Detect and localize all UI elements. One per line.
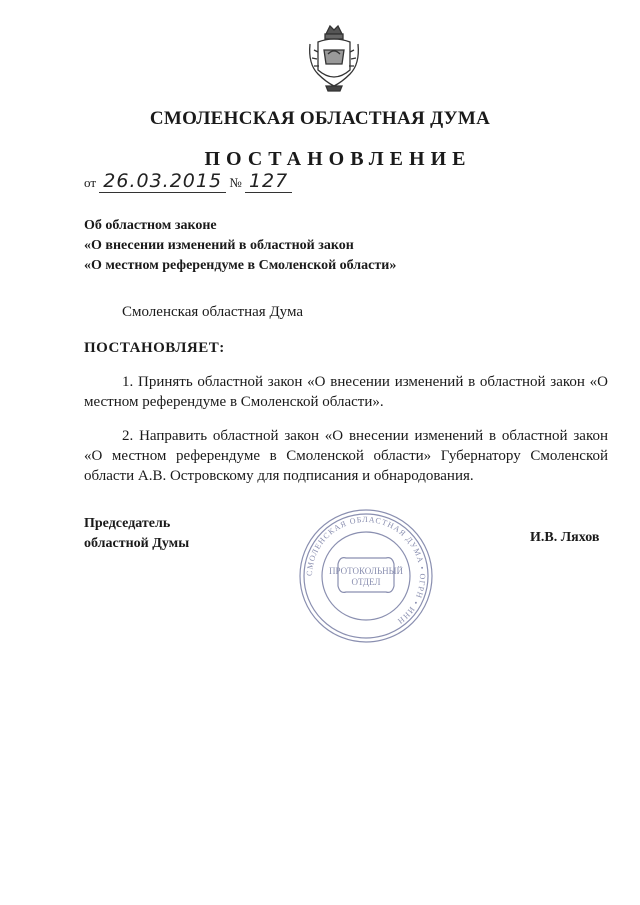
number-value: 127 — [248, 170, 289, 192]
stamp-center-line: ПРОТОКОЛЬНЫЙ — [329, 566, 403, 576]
coat-of-arms-icon — [304, 20, 364, 94]
resolution-item: 2. Направить областной закон «О внесении изменений в областной закон «О местном референдуме в Смоленской области» Губернатору Смоленской области А.В. Островскому для подписания и обнародования. — [84, 428, 608, 484]
signer-position-line: Председатель — [84, 516, 171, 531]
organization-title: СМОЛЕНСКАЯ ОБЛАСТНАЯ ДУМА — [149, 108, 491, 129]
signer-name: И.В. Ляхов — [530, 530, 600, 545]
subject-line: «О внесении изменений в областной закон — [84, 238, 354, 253]
signer-position — [84, 514, 189, 554]
intro-text: Смоленская областная Дума — [122, 304, 304, 320]
date-value: 26.03.2015 — [103, 170, 223, 192]
signer-position-line: областной Думы — [84, 536, 190, 551]
subject-line: Об областном законе — [84, 218, 217, 233]
document-subject — [84, 216, 396, 276]
date-prefix: от — [84, 175, 97, 190]
stamp-ring-text: СМОЛЕНСКАЯ ОБЛАСТНАЯ ДУМА • ОГРН • ИНН — [304, 514, 428, 627]
resolves-heading: ПОСТАНОВЛЯЕТ: — [84, 340, 225, 356]
document-type: ПОСТАНОВЛЕНИЕ — [204, 148, 472, 170]
subject-line: «О местном референдуме в Смоленской области» — [84, 258, 397, 273]
date-number-line — [84, 172, 292, 193]
resolution-item: 1. Принять областной закон «О внесении изменений в областной закон «О местном референдуме в Смоленской области». — [84, 374, 608, 410]
number-prefix: № — [229, 175, 242, 190]
official-stamp — [298, 508, 434, 644]
stamp-center-line: ОТДЕЛ — [351, 577, 381, 587]
